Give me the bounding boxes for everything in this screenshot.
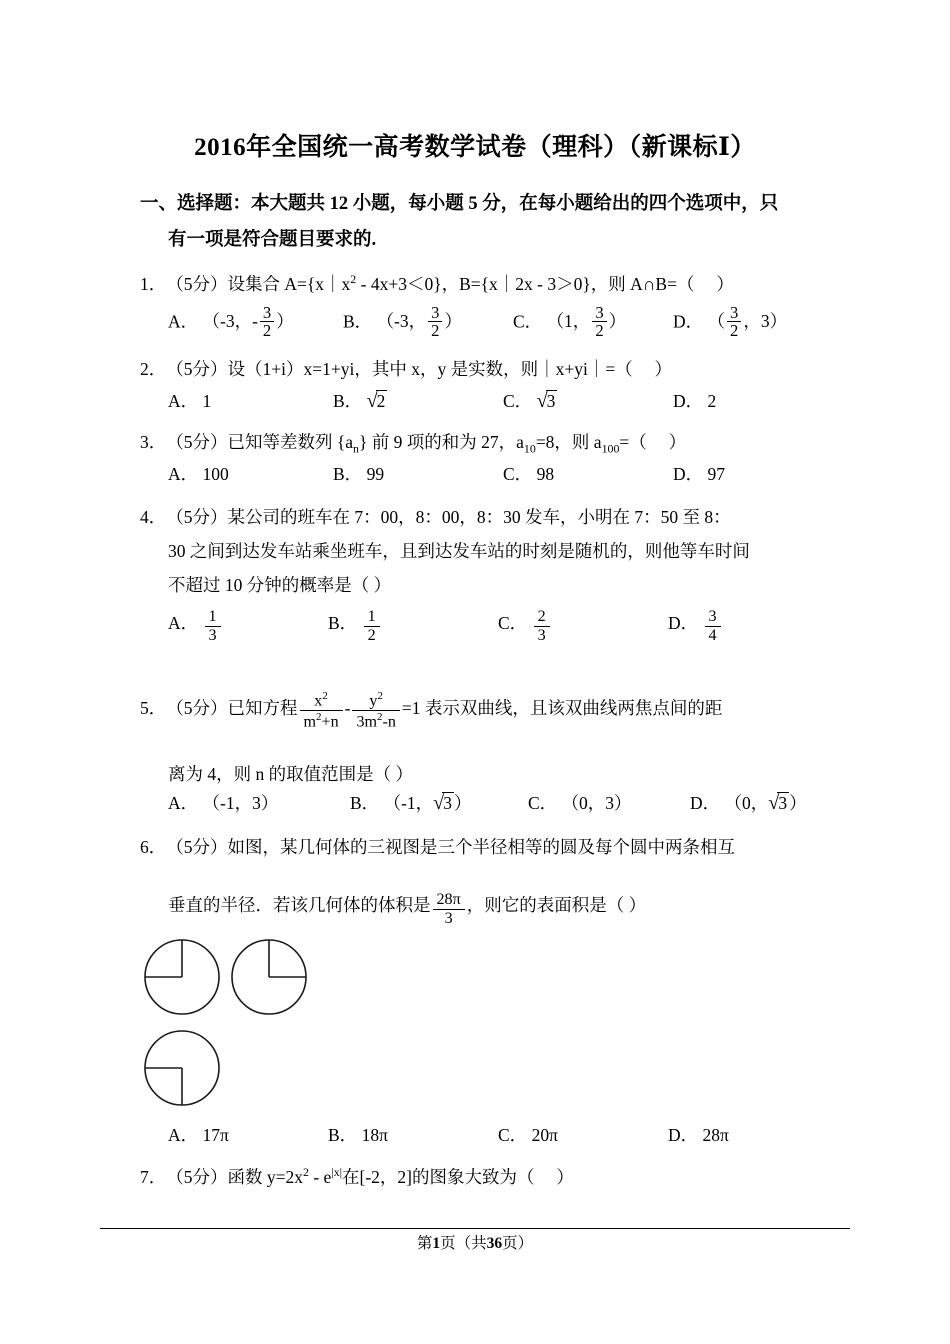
footer-suffix: 页）	[502, 1235, 534, 1252]
option-value: （0，√3 ）	[724, 792, 807, 814]
question-1-text: 设集合 $A=\{x|x^2 - 4x+3<0\}$，B={x｜2x - 3＞0}，则 A∩B=（ ）	[227, 272, 734, 294]
question-4-points: （5分）	[166, 507, 228, 527]
option-label: B．	[343, 311, 373, 332]
question-6-option-a[interactable]	[168, 1120, 229, 1150]
option-label: C．	[503, 464, 533, 484]
option-value: 98	[536, 464, 555, 484]
question-5-text-pre: 已知方程	[227, 697, 298, 718]
footer-page-number: 1	[432, 1235, 441, 1252]
question-6-text-2-post: ，则它的表面积是（ ）	[466, 895, 647, 915]
option-label: C．	[528, 793, 558, 813]
option-fraction: $\frac{1}{3}$	[205, 608, 221, 644]
option-label: B．	[328, 613, 358, 633]
page-footer	[0, 1231, 950, 1253]
option-fraction: $\frac{1}{2}$	[364, 608, 380, 644]
option-label: B．	[350, 793, 380, 813]
question-7-text: 函数 $y=2x^2 - e^{|x|}$在[-2，2]的图象大致为（ ）	[227, 1165, 574, 1187]
option-value: 97	[707, 464, 726, 484]
hyperbola-term-x: $\frac{x^2}{m^2+n}$	[300, 690, 343, 731]
question-5-text-post: =1 表示双曲线，且该双曲线两焦点间的距	[401, 697, 723, 718]
option-label: A．	[168, 311, 199, 332]
question-2-text: 设（1+i）x=1+yi，其中 x，y 是实数，则｜x+yi｜=（ ）	[227, 359, 673, 379]
option-fraction: $\frac{2}{3}$	[534, 608, 550, 644]
question-1-number: 1．	[140, 273, 167, 294]
question-2-points: （5分）	[166, 359, 228, 379]
option-value: （1， $\frac{3}{2}$ ）	[546, 303, 627, 341]
option-value: （-3，- $\frac{3}{2}$ ）	[202, 303, 294, 341]
sqrt-icon: √3	[536, 390, 556, 412]
option-value: 2	[707, 391, 717, 411]
option-label: C．	[503, 391, 533, 411]
option-value: 20π	[531, 1125, 558, 1145]
option-label: D．	[673, 311, 704, 332]
option-label: D．	[673, 391, 704, 411]
circle-top-left-radii	[145, 940, 219, 1014]
option-value: （0，3）	[561, 793, 632, 813]
question-1-points: （5分）	[166, 273, 228, 294]
volume-fraction: $\frac{28\pi}{3}$	[433, 891, 465, 927]
question-4-number: 4．	[140, 507, 167, 527]
option-label: A．	[168, 1125, 199, 1145]
footer-mid: 页（共	[440, 1235, 487, 1252]
section-intro-line2: 有一项是符合题目要求的.	[168, 230, 377, 250]
option-value: 18π	[361, 1125, 388, 1145]
question-7-points: （5分）	[166, 1166, 228, 1187]
question-7-number: 7．	[140, 1166, 167, 1187]
section-intro-line1: 一、选择题：本大题共 12 小题，每小题 5 分，在每小题给出的四个选项中，只	[140, 194, 779, 214]
question-3-number: 3．	[140, 432, 167, 452]
footer-total-pages: 36	[486, 1235, 503, 1252]
option-label: C．	[513, 311, 543, 332]
page-title: 2016年全国统一高考数学试卷（理科）（新课标Ⅰ）	[194, 134, 756, 161]
option-label: B．	[333, 464, 363, 484]
question-6-option-d[interactable]	[668, 1120, 729, 1150]
question-6-options	[168, 1120, 868, 1154]
option-value: 28π	[702, 1125, 729, 1145]
hyperbola-term-y: $\frac{y^2}{3m^2-n}$	[352, 690, 399, 731]
option-label: B．	[333, 391, 363, 411]
question-3-text: 已知等差数列 $\{a_n\}$ 前 9 项的和为 27，$a_{10}=8$，则 $a_{100}=$（ ）	[227, 432, 687, 456]
question-7-stem	[140, 1155, 574, 1194]
question-5-stem-line2: 离为 4，则 n 的取值范围是（ ）	[168, 764, 413, 785]
option-label: C．	[498, 1125, 528, 1145]
sqrt-icon: √3	[768, 792, 788, 814]
circle-left-down-radii	[145, 1031, 219, 1105]
option-fraction: $\frac{3}{4}$	[705, 608, 721, 644]
question-6-option-b[interactable]	[328, 1120, 388, 1150]
option-value: 100	[202, 464, 229, 484]
option-value: 17π	[202, 1125, 229, 1145]
question-6-text-2-pre: 垂直的半径．若该几何体的体积是	[168, 895, 431, 915]
option-label: D．	[668, 1125, 699, 1145]
option-value: 1	[202, 391, 212, 411]
option-label: A．	[168, 391, 199, 411]
circle-top-right-radii	[232, 940, 306, 1014]
question-7	[140, 1155, 574, 1194]
question-4-stem-line3: 不超过 10 分钟的概率是（ ）	[168, 575, 392, 595]
option-label: D．	[690, 793, 721, 813]
option-label: A．	[168, 464, 199, 484]
question-6-points: （5分）	[166, 837, 228, 857]
minus-sign: -	[344, 697, 351, 718]
option-value: （-1，√3 ）	[383, 792, 472, 814]
question-6-number: 6．	[140, 837, 167, 857]
option-value: 99	[366, 464, 385, 484]
question-6-option-c[interactable]	[498, 1120, 558, 1150]
option-value: （ $\frac{3}{2}$ ，3）	[707, 303, 788, 341]
footer-divider	[100, 1228, 850, 1229]
option-label: D．	[673, 464, 704, 484]
option-label: A．	[168, 793, 199, 813]
question-4-text-1: 某公司的班车在 7：00，8：00，8：30 发车，小明在 7：50 至 8：	[227, 507, 731, 527]
sqrt-icon: √2	[366, 390, 386, 412]
option-label: C．	[498, 613, 528, 633]
question-5-points: （5分）	[166, 697, 228, 718]
footer-prefix: 第	[416, 1235, 433, 1252]
option-label: A．	[168, 613, 199, 633]
question-6-text-1: 如图，某几何体的三视图是三个半径相等的圆及每个圆中两条相互	[227, 837, 735, 857]
option-value: （-1，3）	[202, 793, 279, 813]
question-2-number: 2．	[140, 359, 167, 379]
sqrt-icon: √3	[433, 792, 452, 814]
question-3-points: （5分）	[166, 432, 228, 452]
option-value: （-3， $\frac{3}{2}$ ）	[376, 303, 462, 341]
question-5-number: 5．	[140, 697, 167, 718]
option-label: B．	[328, 1125, 358, 1145]
option-label: D．	[668, 613, 699, 633]
question-4-stem-line2: 30 之间到达发车站乘坐班车，且到达发车站的时刻是随机的，则他等车时间	[168, 541, 750, 561]
